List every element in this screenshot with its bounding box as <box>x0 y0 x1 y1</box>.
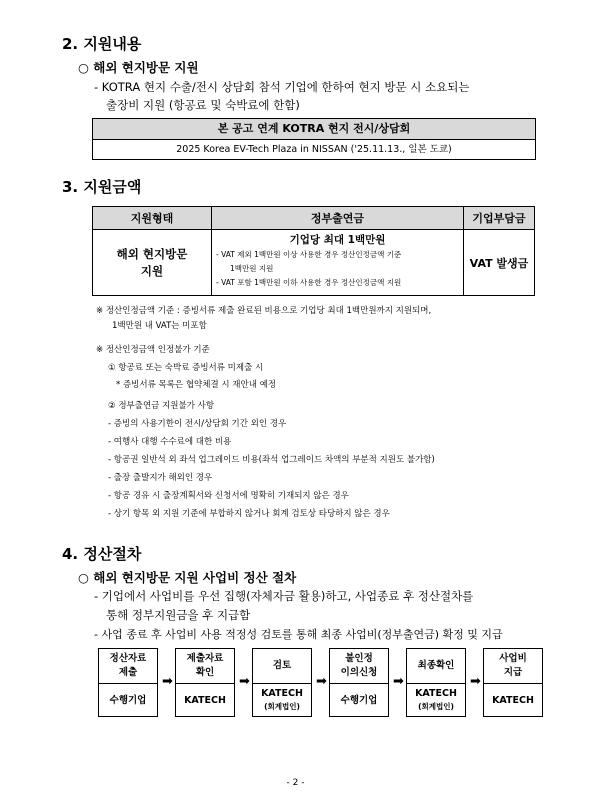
flow-step-actor: 수행기업 <box>109 694 147 706</box>
flow-step-label: 불인정 <box>345 653 373 664</box>
cell-gov-line3: - VAT 포함 1백만원 이하 사용한 경우 정산인정금액 지원 <box>216 278 402 287</box>
flow-step-label: 정산자료 <box>109 653 147 664</box>
cell-gov-line2: 1백만원 지원 <box>230 264 274 273</box>
section-2-desc-line1: - KOTRA 현지 수출/전시 상담회 참석 기업에 한하여 현지 방문 시 소요되는 <box>94 80 470 94</box>
section-2-title: 2. 지원내용 <box>62 35 142 53</box>
cell-gov <box>212 230 464 296</box>
note-2-item-1: ① 항공료 또는 숙박료 증빙서류 미제출 시 <box>108 363 264 373</box>
note-1-line2: 1백만원 내 VAT는 미포함 <box>112 321 207 331</box>
flow-step-actor: 수행기업 <box>340 694 378 706</box>
exclusion-list-item: - 항공 경유 시 출장계획서와 신청서에 명확히 기재되지 않은 경우 <box>108 491 349 501</box>
flow-step-label: 제출 <box>118 667 138 678</box>
flow-step-submit <box>98 648 158 717</box>
exclusion-list-item: - 출장 출발지가 해외인 경우 <box>108 473 213 483</box>
event-box <box>92 118 536 160</box>
flow-step-label: 확인 <box>195 667 215 678</box>
flow-step-check <box>175 648 235 717</box>
flow-step-label: 사업비 <box>499 653 527 664</box>
exclusion-list-item: - 여행사 대행 수수료에 대한 비용 <box>108 437 232 447</box>
exclusion-list-item: - 상기 항목 외 지원 기준에 부합하지 않거나 회계 검토상 타당하지 않은 경우 <box>108 509 390 519</box>
flow-step-label: 최종확인 <box>417 660 455 671</box>
note-2-item-2: ② 정부출연금 지원불가 사항 <box>108 401 215 411</box>
section-4-subtitle: ○ 해외 현지방문 지원 사업비 정산 절차 <box>78 570 297 585</box>
header-gov: 정부출연금 <box>212 207 464 230</box>
flow-step-label: 검토 <box>272 660 292 671</box>
note-2-item-1-sub: * 증빙서류 목록은 협약체결 시 재안내 예정 <box>116 380 277 390</box>
page-number: - 2 - <box>286 778 305 788</box>
event-box-head: 본 공고 연계 KOTRA 현지 전시/상담회 <box>92 118 536 140</box>
support-amount-table <box>92 206 535 296</box>
flow-step-label: 이의신청 <box>340 667 378 678</box>
section-4-desc-line1: - 기업에서 사업비를 우선 집행(자체자금 활용)하고, 사업종료 후 정산절차를 <box>94 589 474 603</box>
table-header-row <box>93 207 535 230</box>
flow-step-actor: KATECH <box>415 688 457 699</box>
flow-step-payment <box>483 648 543 717</box>
arrow-right-icon: ➡ <box>239 674 250 689</box>
exclusion-list-item: - 증빙의 사용기한이 전시/상담회 기간 외인 경우 <box>108 419 287 429</box>
arrow-right-icon: ➡ <box>393 674 404 689</box>
flow-step-objection <box>329 648 389 717</box>
flow-step-actor-sub: (회계법인) <box>264 702 300 711</box>
header-company: 기업부담금 <box>464 207 535 230</box>
cell-gov-title: 기업당 최대 1백만원 <box>289 234 386 246</box>
flow-step-review <box>252 648 312 717</box>
section-4-desc-line3: - 사업 종료 후 사업비 사용 적정성 검토를 통해 최종 사업비(정부출연금) 확정 및 지급 <box>94 628 503 641</box>
section-4-desc-line2: 통해 정부지원금을 후 지급함 <box>106 608 251 622</box>
cell-type-line2: 지원 <box>140 263 164 278</box>
header-type: 지원형태 <box>93 207 212 230</box>
cell-type-line1: 해외 현지방문 <box>116 246 188 261</box>
cell-gov-line1: - VAT 제외 1백만원 이상 사용한 경우 정산인정금액 기준 <box>216 250 402 259</box>
section-2-desc-line2: 출장비 지원 (항공료 및 숙박료에 한함) <box>106 98 300 112</box>
note-2: ※ 정산인정금액 인정불가 기준 <box>96 345 210 355</box>
flow-step-final <box>406 648 466 717</box>
section-3-title: 3. 지원금액 <box>62 178 142 196</box>
flow-step-actor: KATECH <box>184 694 226 706</box>
event-box-body: 2025 Korea EV-Tech Plaza in NISSAN ('25.11.13., 일본 도쿄) <box>92 140 536 160</box>
flow-step-actor: KATECH <box>261 688 303 699</box>
arrow-right-icon: ➡ <box>470 674 481 689</box>
section-2-subtitle: ○ 해외 현지방문 지원 <box>78 60 199 75</box>
flow-step-label: 제출자료 <box>186 653 224 664</box>
flow-step-actor-sub: (회계법인) <box>418 702 454 711</box>
cell-company: VAT 발생금 <box>464 230 535 296</box>
note-1-line1: ※ 정산인정금액 기준 : 증빙서류 제출 완료된 비용으로 기업당 최대 1백만원까지 지원되며, <box>96 306 432 316</box>
exclusion-list-item: - 항공권 일반석 외 좌석 업그레이드 비용(좌석 업그레이드 차액의 부분적 지원도 불가함) <box>108 455 435 465</box>
section-4-title: 4. 정산절차 <box>62 545 142 563</box>
arrow-right-icon: ➡ <box>162 674 173 689</box>
table-row <box>93 230 535 296</box>
flow-step-actor: KATECH <box>492 694 534 706</box>
flow-step-label: 지급 <box>503 667 523 678</box>
arrow-right-icon: ➡ <box>316 674 327 689</box>
cell-type <box>93 230 212 296</box>
